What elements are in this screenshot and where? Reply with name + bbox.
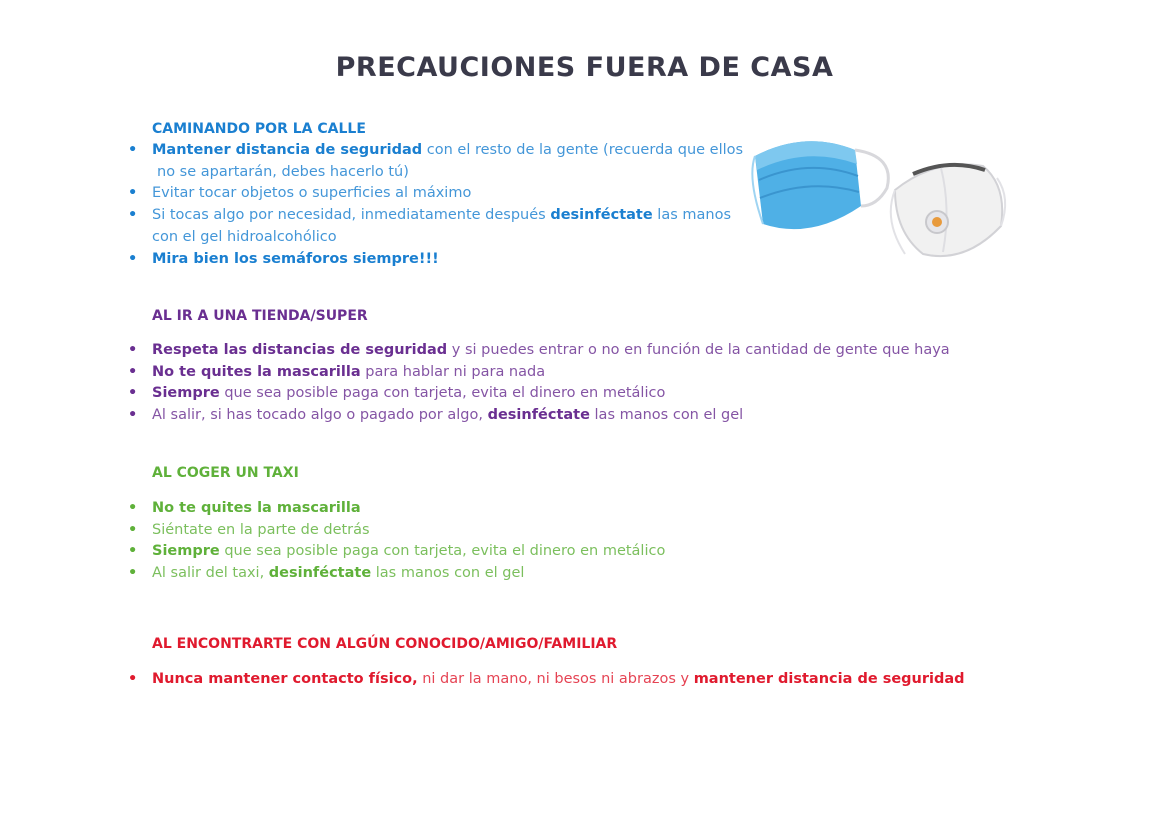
item-bold-text: Respeta las distancias de seguridad	[152, 342, 448, 358]
bullet-icon: •	[128, 142, 138, 158]
surgical-mask-icon	[752, 141, 888, 229]
bullet-icon: •	[128, 207, 138, 224]
item-text: ni dar la mano, ni besos ni abrazos y	[417, 671, 694, 687]
item-bold-text: Siempre	[152, 385, 220, 402]
item-text: Al salir del taxi,	[152, 565, 269, 582]
respirator-mask-icon	[891, 164, 1005, 256]
list-conocido	[126, 669, 965, 691]
list-item	[126, 669, 965, 691]
bullet-icon: •	[128, 543, 138, 560]
item-bold-text: No te quites la mascarilla	[152, 500, 361, 516]
list-item	[126, 140, 746, 183]
item-bold-text: mantener distancia de seguridad	[693, 671, 965, 687]
bullet-icon: •	[128, 363, 138, 380]
item-text: y si puedes entrar o no en función de la cantidad de gente que haya	[447, 342, 950, 358]
item-bold-text: Siempre	[152, 543, 220, 560]
item-bold-text: desinféctate	[268, 565, 372, 582]
item-text: Siéntate en la parte de detrás	[152, 521, 370, 538]
bullet-icon: •	[128, 565, 138, 582]
item-text: Al salir, si has tocado algo o pagado por algo,	[152, 407, 488, 424]
item-text: las manos con el gel	[589, 407, 744, 424]
bullet-icon: •	[128, 250, 138, 267]
section-heading-tienda: AL IR A UNA TIENDA/SUPER	[152, 308, 368, 324]
list-item	[126, 249, 746, 271]
list-calle	[126, 140, 746, 270]
list-item	[126, 498, 665, 520]
item-text-continued: con el gel hidroalcohólico	[152, 228, 337, 245]
list-item	[126, 205, 746, 248]
face-masks-illustration	[745, 128, 1020, 268]
list-item	[126, 383, 950, 405]
item-bold-text: desinféctate	[487, 407, 590, 424]
list-item	[126, 563, 665, 585]
item-bold-text: No te quites la mascarilla	[152, 363, 361, 380]
section-heading-calle: CAMINANDO POR LA CALLE	[152, 121, 366, 137]
item-bold-text: Mantener distancia de seguridad	[152, 142, 423, 158]
item-text-continued: no se apartarán, debes hacerlo tú)	[157, 163, 409, 180]
item-bold-text: Mira bien los semáforos siempre!!!	[152, 250, 439, 267]
list-item	[126, 183, 746, 205]
bullet-icon: •	[128, 342, 138, 358]
item-text: que sea posible paga con tarjeta, evita el dinero en metálico	[219, 543, 666, 560]
bullet-icon: •	[128, 185, 138, 202]
item-text: con el resto de la gente (recuerda que ellos	[422, 142, 744, 158]
item-text: que sea posible paga con tarjeta, evita el dinero en metálico	[219, 385, 666, 402]
bullet-icon: •	[128, 385, 138, 402]
bullet-icon: •	[128, 500, 138, 516]
item-text: las manos	[652, 207, 732, 224]
page-title: PRECAUCIONES FUERA DE CASA	[335, 52, 834, 83]
list-tienda	[126, 340, 950, 427]
bullet-icon: •	[128, 521, 138, 538]
item-text: las manos con el gel	[371, 565, 525, 582]
section-heading-taxi: AL COGER UN TAXI	[152, 465, 299, 481]
list-item	[126, 541, 665, 563]
bullet-icon: •	[128, 671, 138, 687]
item-text: para hablar ni para nada	[360, 363, 546, 380]
item-bold-text: desinféctate	[550, 207, 653, 224]
list-taxi	[126, 498, 665, 585]
list-item	[126, 362, 950, 384]
section-heading-conocido: AL ENCONTRARTE CON ALGÚN CONOCIDO/AMIGO/FAMILIAR	[152, 636, 618, 652]
list-item	[126, 405, 950, 427]
list-item	[126, 340, 950, 362]
list-item	[126, 520, 665, 542]
item-text: Evitar tocar objetos o superficies al máximo	[152, 185, 472, 202]
item-text: Si tocas algo por necesidad, inmediatamente después	[152, 207, 551, 224]
bullet-icon: •	[128, 407, 138, 424]
item-bold-text: Nunca mantener contacto físico,	[152, 671, 418, 687]
